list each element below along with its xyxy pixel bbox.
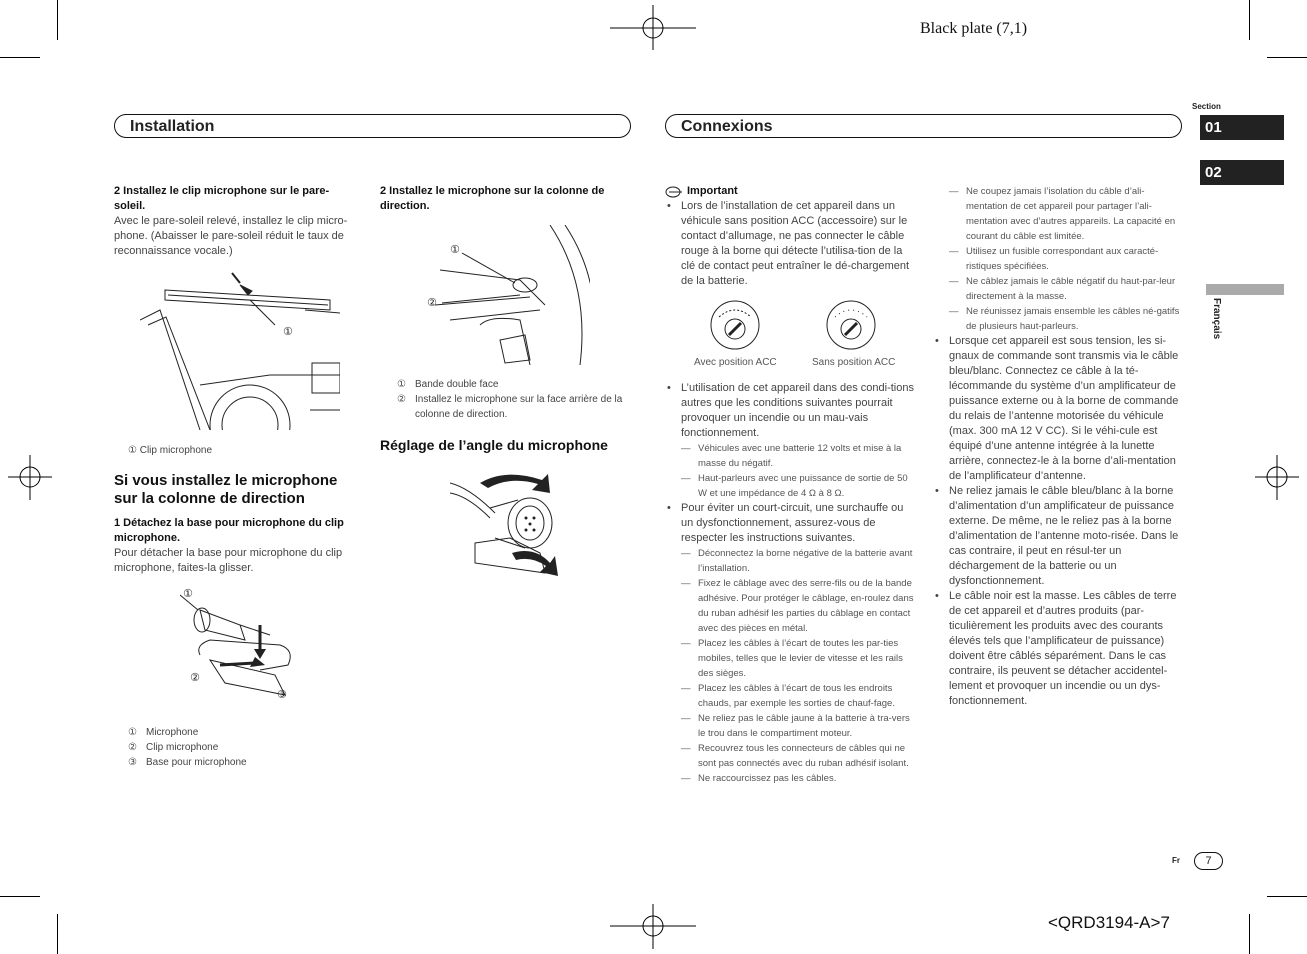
footer-code: <QRD3194-A>7 xyxy=(1048,913,1170,932)
step2-visor-text: Avec le pare-soleil relevé, installez le clip micro-phone. (Abaisser le pare-soleil réduit le taux de reconnaissance vocale.) xyxy=(114,215,348,257)
mic-angle-heading: Réglage de l’angle du microphone xyxy=(380,437,608,453)
dash-negative-join: — Ne réunissez jamais ensemble les câbles né-gatifs de plusieurs haut-parleurs. xyxy=(949,304,1183,334)
step2-column-title: 2 Installez le microphone sur la colonne de direction. xyxy=(380,185,605,212)
dash-negative-ground: — Ne câblez jamais le câble négatif du haut-par-leur directement à la masse. xyxy=(949,274,1183,304)
important-note: Important xyxy=(665,184,915,199)
caption-microphone: ① Microphone xyxy=(128,727,199,738)
caption-clip: ② Clip microphone xyxy=(128,742,219,753)
visor-clip-figure xyxy=(140,265,340,430)
dash-speakers: — Haut-parleurs avec une puissance de sortie de 50 W et une impédance de 4 Ω à 8 Ω. xyxy=(681,471,915,501)
dash-yellow-cable: — Ne reliez pas le câble jaune à la batterie à tra-vers le trou dans le compartiment moteur. xyxy=(681,711,915,741)
dash-hot-places: — Placez les câbles à l’écart de tous les endroits chauds, par exemple les sorties de chauf-fage. xyxy=(681,681,915,711)
key-with-acc-caption: Avec position ACC xyxy=(694,357,777,368)
mic-angle-figure xyxy=(450,468,565,578)
visor-callout-1: ① xyxy=(283,325,293,338)
bullet-conditions: • L’utilisation de cet appareil dans des condi-tions autres que les conditions suivantes pourrait provoquer un incendie ou un mau-vais fonctionnement. xyxy=(665,381,915,441)
section-tab-01[interactable]: 01 xyxy=(1200,115,1284,140)
caption-base: ③ Base pour microphone xyxy=(128,757,247,768)
plate-label: Black plate (7,1) xyxy=(920,20,1028,37)
language-label: Français xyxy=(1211,298,1222,340)
mic-callout-2: ② xyxy=(190,671,200,684)
dash-disconnect: — Déconnectez la borne négative de la batterie avant l’installation. xyxy=(681,546,915,576)
steering-column-heading: Si vous installez le microphone sur la colonne de direction xyxy=(114,472,338,507)
dash-fix-wiring: — Fixez le câblage avec des serre-fils ou de la bande adhésive. Pour protéger le câblage, en-roulez dans du ruban adhésif les parties du câblage en contact avec des pièces en métal. xyxy=(681,576,915,636)
bullet-blue-white: • Lorsque cet appareil est sous tension, les si-gnaux de commande sont transmis via le câble bleu/blanc. Connectez ce câble à la té-lécommande du système d’un amplificateur de puissance externe ou à la borne de commande du relais de l’antenne motorisée du véhicule (max. 300 mA 12 V CC). Si le véhi-cule est équipé d’une antenne intégrée à la lunette arrière, connectez-le à la borne d’ali-mentation de l’amplificateur d’antenne. xyxy=(933,334,1183,484)
step2-visor-title: 2 Installez le clip microphone sur le pare-soleil. xyxy=(114,185,330,212)
section-tab-02[interactable]: 02 xyxy=(1200,160,1284,185)
language-bar xyxy=(1206,284,1284,295)
connexions-header: Connexions xyxy=(665,114,1182,138)
column-callout-1: ① xyxy=(450,243,460,256)
visor-figure-caption: ① Clip microphone xyxy=(128,445,212,456)
dash-cover-connectors: — Recouvrez tous les connecteurs de câbles qui ne sont pas connectés avec du ruban adhésif isolant. xyxy=(681,741,915,771)
caption-install-column: ② Installez le microphone sur la face arrière de la colonne de direction. xyxy=(397,394,623,420)
bullet-short-circuit: • Pour éviter un court-circuit, une surchauffe ou un dysfonctionnement, assurez-vous de respecter les instructions suivantes. xyxy=(665,501,915,546)
section-label: Section xyxy=(1192,102,1221,111)
mic-callout-1: ① xyxy=(183,587,193,600)
installation-col-1 xyxy=(114,184,359,259)
bullet-black-ground: • Le câble noir est la masse. Les câbles de terre de cet appareil et d’autres produits (par-ticulièrement les produits avec des courants élevés tels que l’amplificateur de puissance) doivent être câblés séparément. Dans le cas contraire, ils peuvent se détacher accidentel-lement et provoquer un incendie ou un dys-fonctionnement. xyxy=(933,589,1183,709)
installation-header: Installation xyxy=(114,114,631,138)
dash-fuse: — Utilisez un fusible correspondant aux caracté-ristiques spécifiées. xyxy=(949,244,1183,274)
dash-no-shorten: — Ne raccourcissez pas les câbles. xyxy=(681,771,915,786)
key-without-acc-icon xyxy=(825,299,877,351)
key-without-acc-caption: Sans position ACC xyxy=(812,357,896,368)
steering-column-section xyxy=(114,472,364,576)
connexions-col-2 xyxy=(933,184,1183,709)
dash-moving-parts: — Placez les câbles à l’écart de toutes les par-ties mobiles, telles que le levier de vitesse et les rails des sièges. xyxy=(681,636,915,681)
caption-tape: ① Bande double face xyxy=(397,379,499,390)
page-language: Fr xyxy=(1172,856,1180,865)
warning-hand-icon xyxy=(665,186,683,198)
dash-insulation: — Ne coupez jamais l’isolation du câble d’ali-mentation de cet appareil pour partager l’ali-mentation avec d’autres appareils. La capacité en courant du câble est limitée. xyxy=(949,184,1183,244)
step1-detach-title: 1 Détachez la base pour microphone du clip microphone. xyxy=(114,517,344,544)
ignition-keys-figure xyxy=(665,297,915,375)
steering-column-figure xyxy=(420,225,590,365)
dash-battery: — Véhicules avec une batterie 12 volts et mise à la masse du négatif. xyxy=(681,441,915,471)
connexions-col-1 xyxy=(665,184,915,786)
page-number: 7 xyxy=(1194,852,1223,870)
column-figure-captions xyxy=(397,377,632,422)
key-with-acc-icon xyxy=(709,299,761,351)
microphone-clip-figure xyxy=(180,585,300,710)
mic-callout-3: ③ xyxy=(277,688,287,701)
bullet-blue-white-never: • Ne reliez jamais le câble bleu/blanc à la borne d’alimentation d’un amplificateur de puissance externe. De même, ne le reliez pas à la borne d’alimentation de l’antenne moto-risée. Dans le cas contraire, il peut en résul-ter un déchargement de la batterie ou un dysfonctionnement. xyxy=(933,484,1183,589)
microphone-figure-captions xyxy=(128,725,358,770)
step1-detach-text: Pour détacher la base pour microphone du clip microphone, faites-la glisser. xyxy=(114,547,343,574)
bullet-acc: • Lors de l’installation de cet appareil dans un véhicule sans position ACC (accessoire) sur le contact d’allumage, ne pas connecter le câble rouge à la borne qui détecte l’utilisa-tion de la clé de contact peut entraîner le dé-chargement de la batterie. xyxy=(665,199,915,289)
column-callout-2: ② xyxy=(427,296,437,309)
installation-col-2 xyxy=(380,184,630,214)
